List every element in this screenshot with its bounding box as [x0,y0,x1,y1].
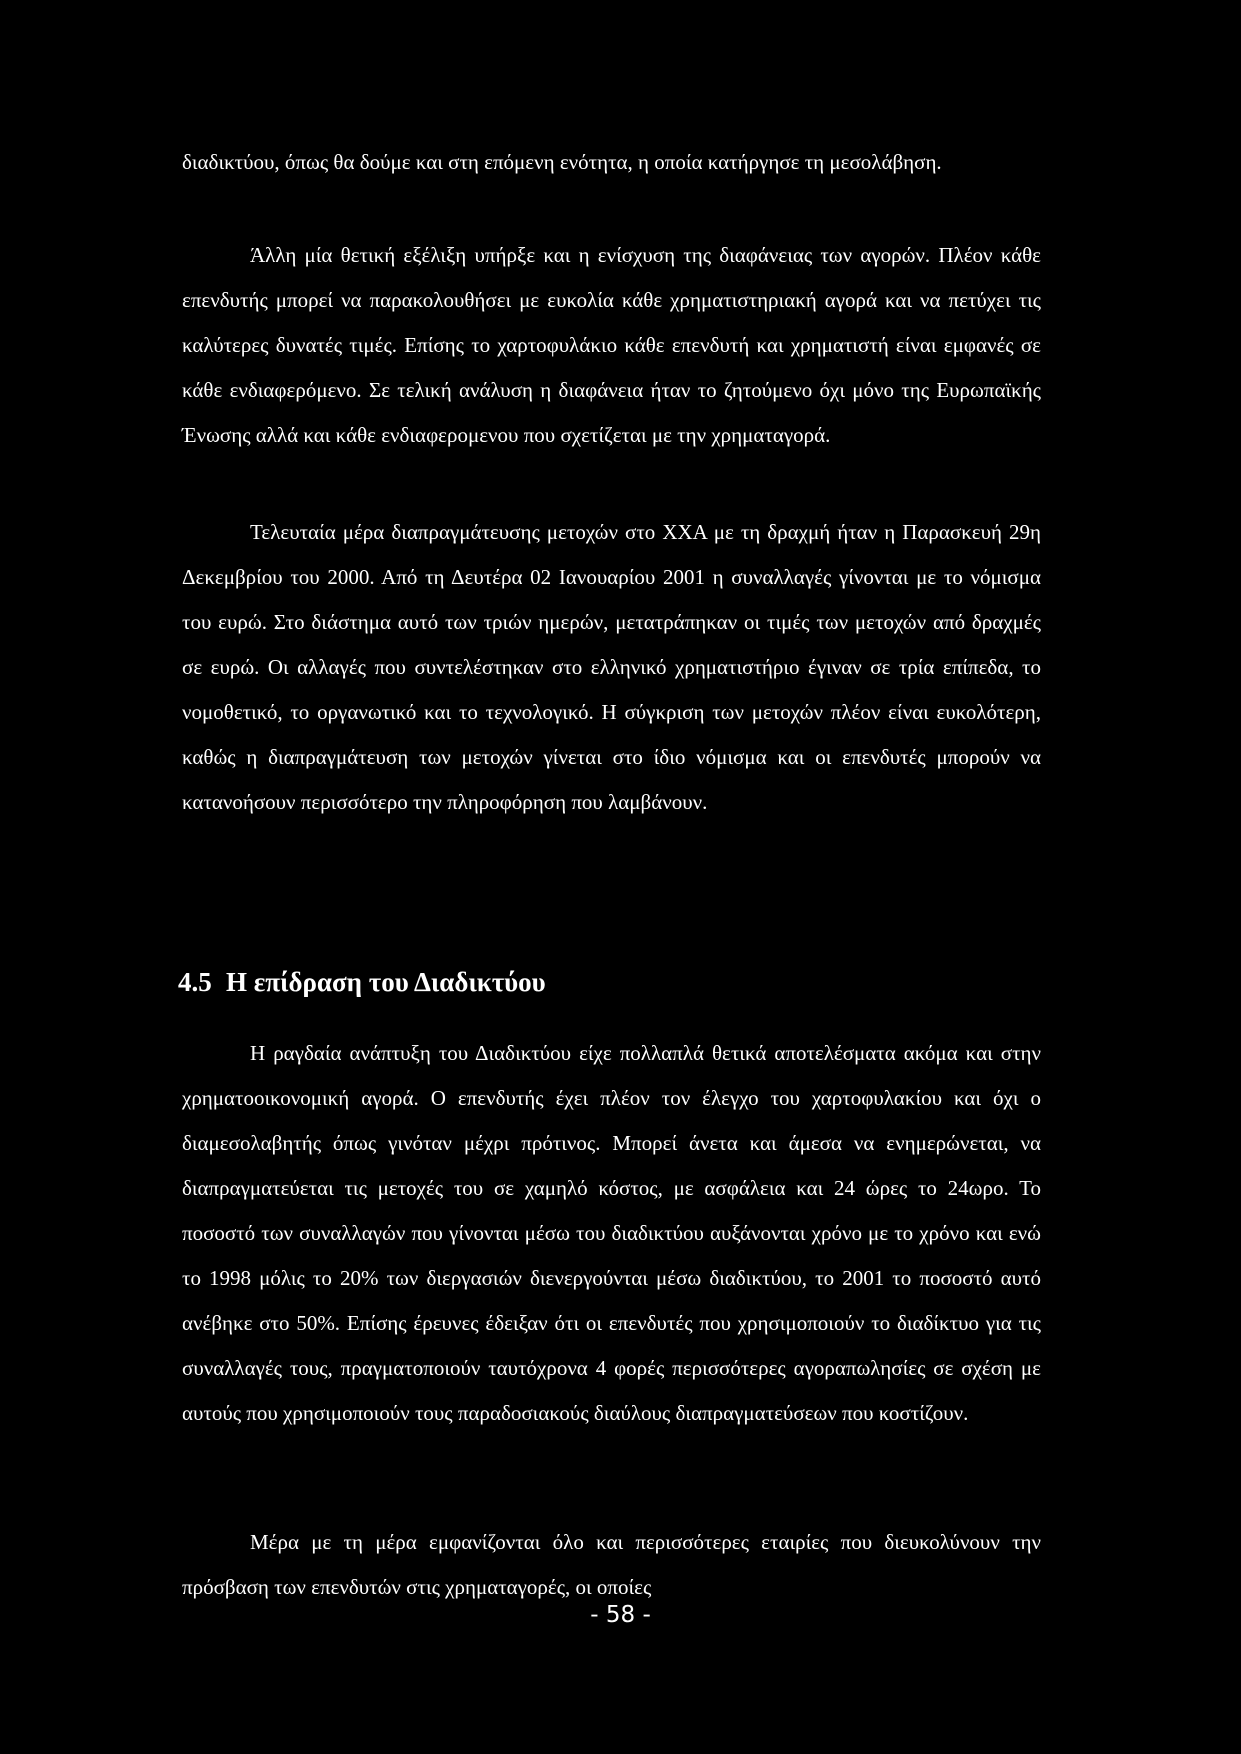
section-number: 4.5 [178,967,212,997]
paragraph-market-transparency: Άλλη μία θετική εξέλιξη υπήρξε και η ενίσχυση της διαφάνειας των αγορών. Πλέον κάθε επενδυτής μπορεί να παρακολουθήσει με ευκολία κάθε χρηματιστηριακή αγορά και να πετύχει τις καλύτερες δυνατές τιμές. Επίσης το χαρτοφυλάκιο κάθε επενδυτή και χρηματιστή είναι εμφανές σε κάθε ενδιαφερόμενο. Σε τελική ανάλυση η διαφάνεια ήταν το ζητούμενο όχι μόνο της Ευρωπαϊκής Ένωσης αλλά και κάθε ενδιαφερομενου που σχετίζεται με την χρηματαγορά. [182,243,1041,447]
paragraph-continuation: διαδικτύου, όπως θα δούμε και στη επόμενη ενότητα, η οποία κατήργησε τη μεσολάβηση. [182,150,942,174]
page-number: - 58 - [590,1602,651,1628]
section-title: Η επίδραση του Διαδικτύου [226,967,546,997]
paragraph-internet-impact: Η ραγδαία ανάπτυξη του Διαδικτύου είχε πολλαπλά θετικά αποτελέσματα ακόμα και στην χρηματοοικονομική αγορά. Ο επενδυτής έχει πλέον τον έλεγχο του χαρτοφυλακίου και όχι ο διαμεσολαβητής όπως γινόταν μέχρι πρότινος. Μπορεί άνετα και άμεσα να ενημερώνεται, να διαπραγματεύεται τις μετοχές του σε χαμηλό κόστος, με ασφάλεια και 24 ώρες το 24ωρο. Το ποσοστό των συναλλαγών που γίνονται μέσω του διαδικτύου αυξάνονται χρόνο με το χρόνο και ενώ το 1998 μόλις το 20% των διεργασιών διενεργούνται μέσω διαδικτύου, το 2001 το ποσοστό αυτό ανέβηκε στο 50%. Επίσης έρευνες έδειξαν ότι οι επενδυτές που χρησιμοποιούν το διαδίκτυο για τις συναλλαγές τους, πραγματοποιούν ταυτόχρονα 4 φορές περισσότερες αγοραπωλησίες σε σχέση με αυτούς που χρησιμοποιούν τους παραδοσιακούς διαύλους διαπραγματεύσεων που κοστίζουν. [182,1041,1041,1425]
paragraph-euro-transition: Τελευταία μέρα διαπραγμάτευσης μετοχών στο ΧΧΑ με τη δραχμή ήταν η Παρασκευή 29η Δεκεμβρίου του 2000. Από τη Δευτέρα 02 Ιανουαρίου 2001 η συναλλαγές γίνονται με το νόμισμα του ευρώ. Στο διάστημα αυτό των τριών ημερών, μετατράπηκαν οι τιμές των μετοχών από δραχμές σε ευρώ. Οι αλλαγές που συντελέστηκαν στο ελληνικό χρηματιστήριο έγιναν σε τρία επίπεδα, το νομοθετικό, το οργανωτικό και το τεχνολογικό. Η σύγκριση των μετοχών πλέον είναι ευκολότερη, καθώς η διαπραγμάτευση των μετοχών γίνεται στο ίδιο νόμισμα και οι επενδυτές μπορούν να κατανοήσουν περισσότερο την πληροφόρηση που λαμβάνουν. [182,520,1041,814]
section-heading [178,962,546,1002]
paragraph-new-companies: Μέρα με τη μέρα εμφανίζονται όλο και περισσότερες εταιρίες που διευκολύνουν την πρόσβαση των επενδυτών στις χρηματαγορές, οι οποίες [182,1530,1041,1599]
